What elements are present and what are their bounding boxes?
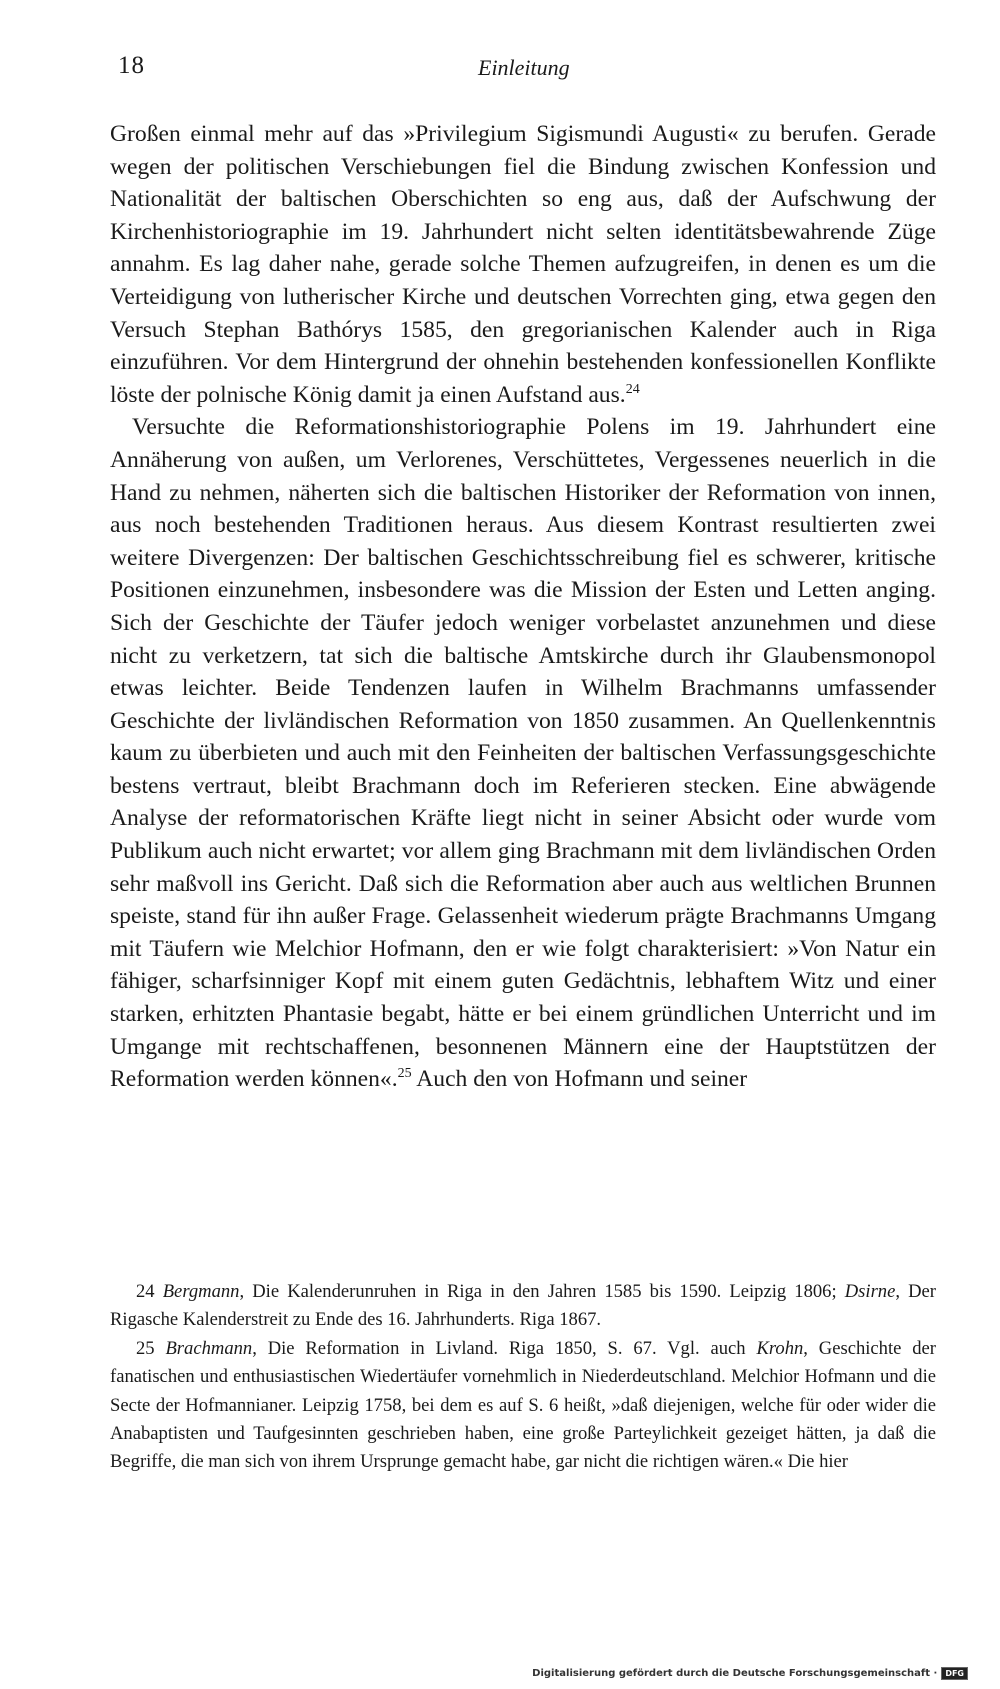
dfg-logo: DFG [941, 1667, 968, 1680]
paragraph-text: Versuchte die Reformationshistoriographie Polens im 19. Jahrhundert eine Annäherung von außen, um Verlorenes, Verschüttetes, Vergessenes neuerlich in die Hand zu nehmen, näherten sich die baltischen Historiker der Reformation von innen, aus noch bestehenden Traditionen heraus. Aus diesem Kontrast resultierten zwei weitere Divergenzen: Der baltischen Geschichtsschreibung fiel es schwerer, kritische Positionen einzunehmen, insbesondere was die Mission der Esten und Letten anging. Sich der Geschichte der Täufer jedoch weniger vorbelastet anzunehmen und diese nicht zu verketzern, tat sich die baltische Amtskirche durch ihr Glaubensmonopol etwas leichter. Beide Tendenzen laufen in Wilhelm Brachmanns umfassender Geschichte der livländischen Reformation von 1850 zusammen. An Quellenkenntnis kaum zu überbieten und auch mit den Feinheiten der baltischen Verfassungsgeschichte bestens vertraut, bleibt Brachmann doch im Referieren stecken. Eine abwägende Analyse der reformatorischen Kräfte liegt nicht in seiner Absicht oder wurde vom Publikum auch nicht erwartet; vor allem ging Brachmann mit dem livländischen Orden sehr maßvoll ins Gericht. Daß sich die Reformation aber auch aus weltlichen Brunnen speiste, stand für ihn außer Frage. Gelassenheit wiederum prägte Brachmanns Umgang mit Täufern wie Melchior Hofmann, den er wie folgt charakterisiert: »Von Natur ein fähiger, scharfsinniger Kopf mit einem guten Gedächtnis, lebhaftem Witz und einer starken, erhitzten Phantasie begabt, hätte er bei einem gründlichen Unterricht und im Umgange mit rechtschaffenen, besonnenen Männern eine der Hauptstützen der Reformation werden können«. [110, 414, 936, 1093]
footnote-number: 25 [136, 1337, 155, 1359]
paragraph-text: Auch den von Hofmann und seiner [411, 1066, 748, 1093]
footnote-text: , Geschichte der fanatischen und enthusiastischen Wiedertäufer vornehmlich in Niederdeutschland. Melchior Hofmann und die Secte der Hofmannianer. Leipzig 1758, bei dem es auf S. 6 heißt, »daß diejenigen, welche für oder wider die Anabaptisten und Taufgesinnten geschrieben haben, eine große Parteylichkeit gezeiget hätten, ja daß die Begriffe, die man sich von ihrem Ursprunge gemacht habe, gar nicht die richtigen wären.« Die hier [110, 1337, 936, 1473]
footnote-ref-25[interactable]: 25 [397, 1066, 412, 1082]
footnote-text: , Der Rigasche Kalenderstreit zu Ende des 16. Jahrhunderts. Riga 1867. [110, 1281, 936, 1331]
main-text [110, 118, 936, 1096]
footnote-author: Krohn [756, 1337, 804, 1359]
body-paragraph [110, 411, 936, 1095]
digitization-credit [532, 1667, 968, 1680]
paragraph-text: Großen einmal mehr auf das »Privilegium Sigismundi Augusti« zu berufen. Gerade wegen der politischen Verschiebungen fiel die Bindung zwischen Konfession und Nationalität der baltischen Oberschichten so eng aus, daß der Aufschwung der Kirchenhistoriographie im 19. Jahrhundert nicht selten identitätsbewahrende Züge annahm. Es lag daher nahe, gerade solche Themen aufzugreifen, in denen es um die Verteidigung von lutherischer Kirche und deutschen Vorrechten ging, etwa gegen den Versuch Stephan Bathórys 1585, den gregorianischen Kalender auch in Riga einzuführen. Vor dem Hintergrund der ohnehin bestehenden konfessionellen Konflikte löste der polnische König damit ja einen Aufstand aus. [110, 121, 936, 408]
body-paragraph [110, 118, 936, 411]
footnote-author: Bergmann [162, 1281, 240, 1302]
credit-text: Digitalisierung gefördert durch die Deutsche Forschungsgemeinschaft · [532, 1668, 938, 1679]
footnote-number: 24 [136, 1281, 155, 1302]
running-title: Einleitung [478, 55, 570, 80]
footnote-author: Brachmann [165, 1337, 253, 1359]
footnote-25 [110, 1335, 936, 1477]
footnote-ref-24[interactable]: 24 [625, 381, 640, 397]
footnote-author: Dsirne [844, 1281, 896, 1302]
footnote-text: , Die Reformation in Livland. Riga 1850, S. 67. Vgl. auch [252, 1337, 757, 1359]
footnote-text: , Die Kalenderunruhen in Riga in den Jahren 1585 bis 1590. Leipzig 1806; [239, 1281, 845, 1302]
footnotes [110, 1278, 936, 1477]
page-number: 18 [118, 52, 145, 79]
footnote-24 [110, 1278, 936, 1335]
